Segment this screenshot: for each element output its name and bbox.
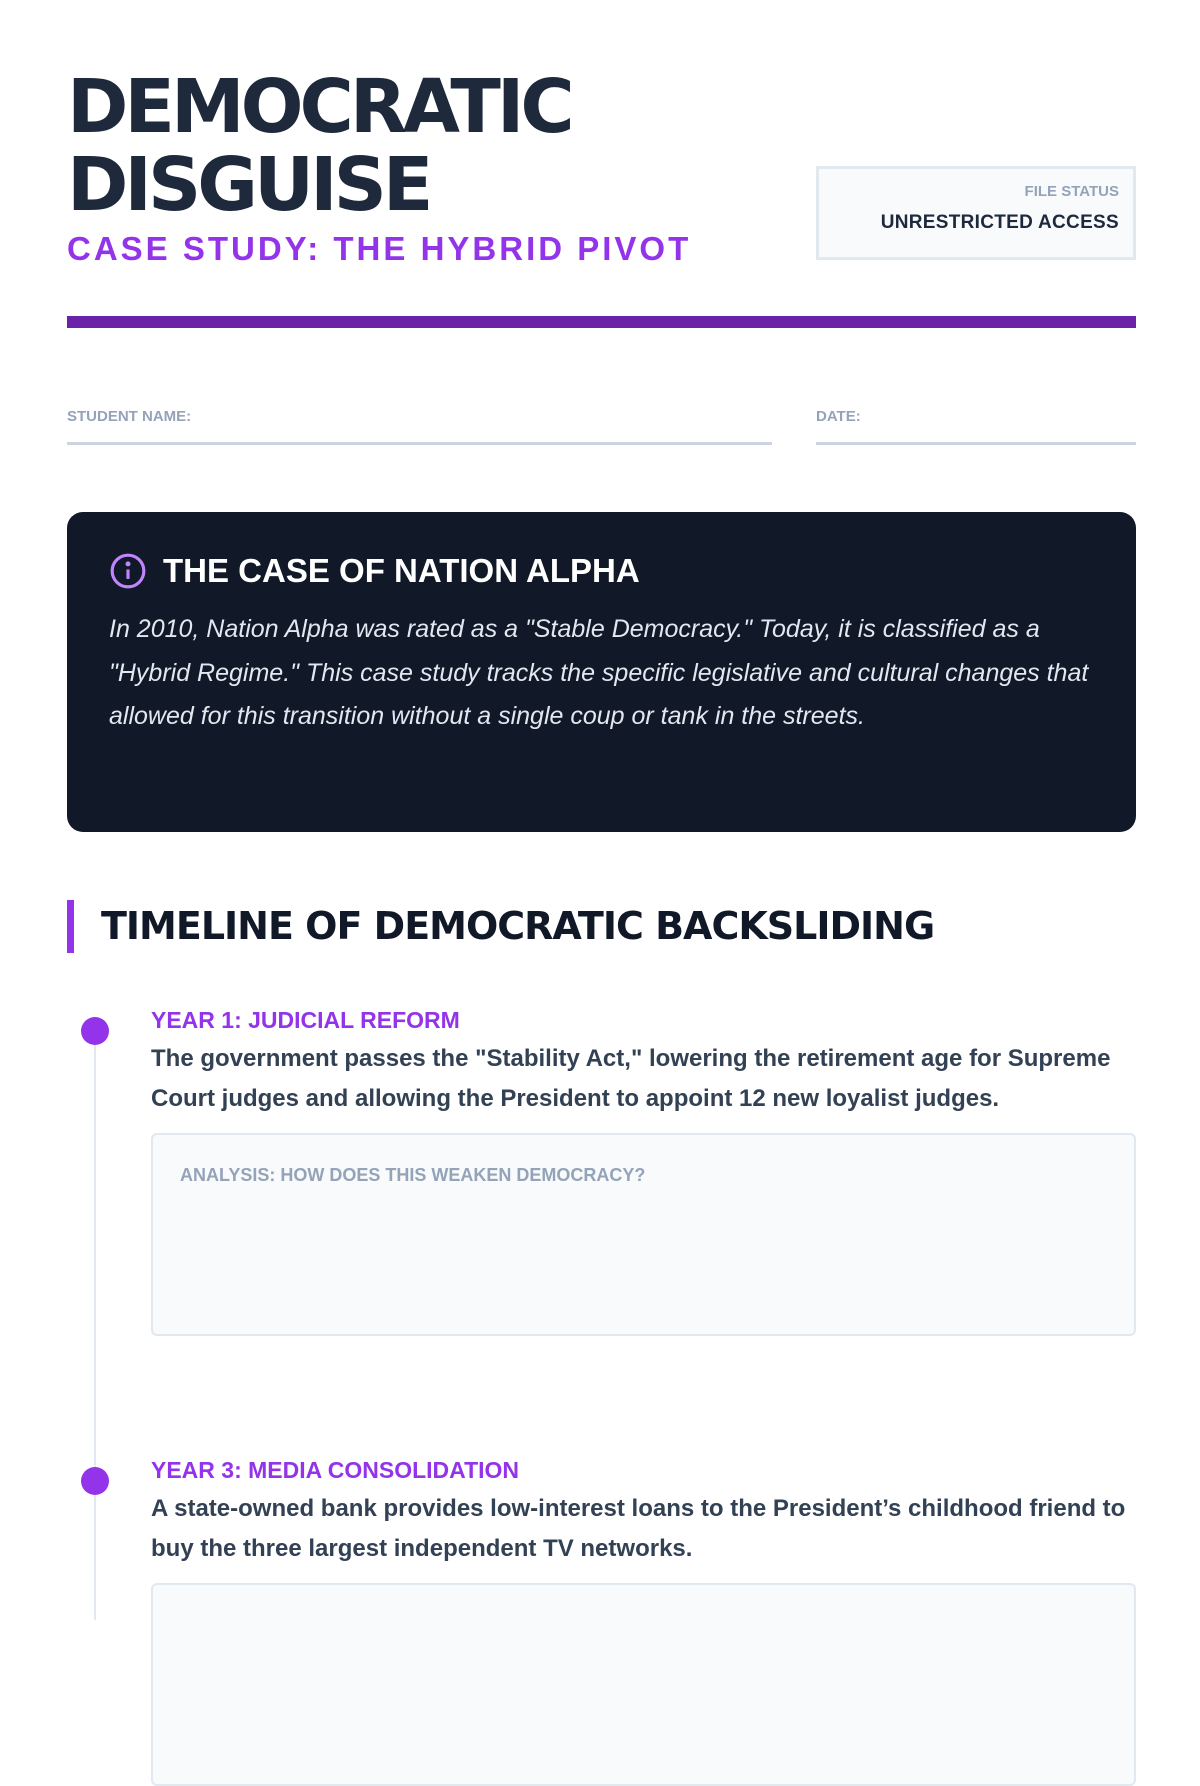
case-heading (109, 552, 1094, 590)
timeline-line (94, 1020, 96, 1620)
case-title: THE CASE OF NATION ALPHA (163, 552, 640, 589)
timeline-item-title: YEAR 3: MEDIA CONSOLIDATION (151, 1457, 520, 1483)
analysis-input[interactable] (151, 1133, 1136, 1336)
file-status-box (816, 166, 1136, 260)
timeline-item-body: The government passes the "Stability Act," lowering the retirement age for Supreme Court judges and allowing the President to appoint 12 new loyalist judges. (151, 1045, 1111, 1112)
date-label: DATE: (816, 408, 861, 425)
timeline-item-title: YEAR 1: JUDICIAL REFORM (151, 1007, 460, 1033)
divider-bar (67, 316, 1136, 328)
timeline-item-body: A state-owned bank provides low-interest loans to the President’s childhood friend to buy the three largest independent TV networks. (151, 1495, 1126, 1562)
case-callout (67, 512, 1136, 832)
subtitle: CASE STUDY: THE HYBRID PIVOT (67, 230, 692, 267)
student-name-label: STUDENT NAME: (67, 408, 192, 425)
student-name-field[interactable] (67, 408, 772, 445)
date-field[interactable] (816, 408, 1136, 445)
timeline-heading: TIMELINE OF DEMOCRATIC BACKSLIDING (67, 900, 934, 953)
timeline-dot (81, 1017, 109, 1045)
timeline-item (151, 1005, 1136, 1336)
page-title (67, 64, 571, 228)
analysis-input[interactable] (151, 1583, 1136, 1786)
title-line-2: DISGUISE (67, 142, 430, 228)
case-body: In 2010, Nation Alpha was rated as a "Stable Democracy." Today, it is classified as a "Hybrid Regime." This case study tracks the specific legislative and cultural changes that allowed for this transition without a single coup or tank in the streets. (109, 615, 1089, 730)
analysis-label: ANALYSIS: HOW DOES THIS WEAKEN DEMOCRACY? (180, 1165, 646, 1185)
title-line-1: DEMOCRATIC (67, 64, 571, 150)
timeline-dot (81, 1467, 109, 1495)
file-status-label: FILE STATUS (1024, 183, 1119, 200)
timeline-item (151, 1455, 1136, 1786)
info-circle-icon (109, 552, 147, 590)
file-status-value: UNRESTRICTED ACCESS (880, 212, 1119, 233)
